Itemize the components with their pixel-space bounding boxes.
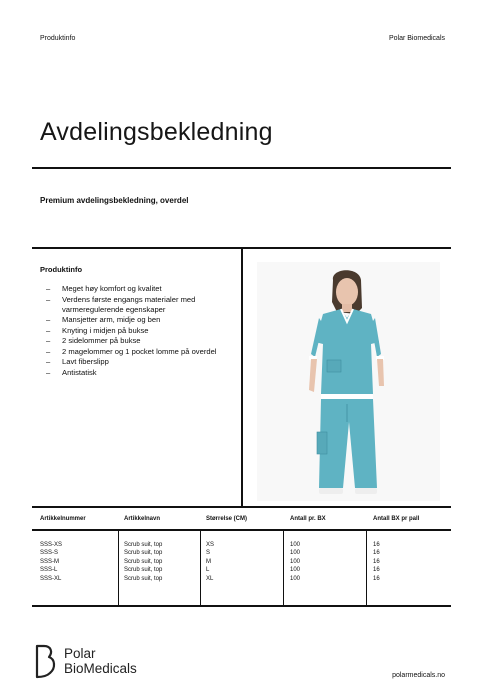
product-photo bbox=[257, 262, 440, 501]
table-cell: SSS-XS bbox=[40, 542, 63, 548]
table-cell: L bbox=[206, 567, 210, 574]
table-bottom-rule bbox=[32, 605, 451, 607]
col-header-qty-per-box: Antall pr. BX bbox=[290, 516, 326, 522]
table-cell: SSS-L bbox=[40, 567, 58, 574]
table-column-divider bbox=[118, 530, 119, 606]
col-header-boxes-per-pallet: Antall BX pr pall bbox=[373, 516, 420, 522]
header-doc-type: Produktinfo bbox=[40, 35, 76, 42]
table-cell: Scrub suit, top bbox=[124, 542, 163, 548]
footer-website[interactable]: polarmedicals.no bbox=[392, 672, 445, 679]
column-divider bbox=[241, 248, 243, 506]
table-cell: 100 bbox=[290, 550, 301, 557]
table-cell: 16 bbox=[373, 567, 380, 574]
table-column-divider bbox=[200, 530, 201, 606]
table-cell: 100 bbox=[290, 542, 301, 548]
header-company: Polar Biomedicals bbox=[388, 35, 445, 42]
table-cell: SSS-XL bbox=[40, 575, 62, 582]
feature-item: – Antistatisk bbox=[62, 368, 232, 378]
product-info-heading: Produktinfo bbox=[40, 265, 83, 274]
col-header-size: Størrelse (CM) bbox=[206, 516, 248, 522]
logo-line-1: Polar bbox=[64, 646, 96, 661]
table-cell: M bbox=[206, 558, 211, 565]
table-cell: 100 bbox=[290, 567, 301, 574]
col-header-article-number: Artikkelnummer bbox=[40, 516, 86, 522]
table-cell: Scrub suit, top bbox=[124, 567, 163, 574]
table-column-divider bbox=[283, 530, 284, 606]
table-column-article-number bbox=[40, 541, 62, 583]
table-cell: Scrub suit, top bbox=[124, 575, 163, 582]
feature-item: – Knyting i midjen på bukse bbox=[62, 326, 232, 336]
company-logo-text bbox=[64, 646, 137, 676]
feature-item: – Lavt fiberslipp bbox=[62, 357, 232, 367]
table-cell: SSS-M bbox=[40, 558, 60, 565]
table-cell: 16 bbox=[373, 558, 380, 565]
logo-line-2: BioMedicals bbox=[64, 661, 137, 676]
table-column-qty-per-box bbox=[290, 541, 300, 583]
table-column-divider bbox=[366, 530, 367, 606]
table-cell: Scrub suit, top bbox=[124, 550, 163, 557]
page-title: Avdelingsbekledning bbox=[40, 118, 273, 146]
feature-item: – Verdens første engangs materialer med varmeregulerende egenskaper bbox=[62, 295, 232, 315]
table-cell: 16 bbox=[373, 550, 380, 557]
table-cell: XS bbox=[206, 542, 215, 548]
table-cell: S bbox=[206, 550, 211, 557]
table-cell: 100 bbox=[290, 558, 301, 565]
feature-item: – Meget høy komfort og kvalitet bbox=[62, 284, 232, 294]
table-cell: SSS-S bbox=[40, 550, 59, 557]
polar-biomedicals-logo-icon bbox=[34, 644, 58, 679]
table-cell: Scrub suit, top bbox=[124, 558, 163, 565]
table-cell: 16 bbox=[373, 575, 380, 582]
table-column-boxes-per-pallet bbox=[373, 541, 380, 583]
product-subtitle: Premium avdelingsbekledning, overdel bbox=[40, 196, 189, 205]
feature-item: – 2 magelommer og 1 pocket lomme på overdel bbox=[62, 347, 232, 357]
table-cell: XL bbox=[206, 575, 214, 582]
table-column-size bbox=[206, 541, 214, 583]
col-header-article-name: Artikkelnavn bbox=[124, 516, 161, 522]
feature-item: – 2 sidelommer på bukse bbox=[62, 336, 232, 346]
table-cell: 16 bbox=[373, 542, 380, 548]
table-top-rule bbox=[32, 506, 451, 508]
table-header-rule bbox=[32, 529, 451, 531]
model-in-scrubs-illustration bbox=[257, 262, 440, 501]
table-column-article-name bbox=[124, 541, 162, 583]
table-cell: 100 bbox=[290, 575, 301, 582]
title-rule bbox=[32, 167, 451, 169]
feature-list bbox=[62, 284, 232, 378]
feature-item: – Mansjetter arm, midje og ben bbox=[62, 315, 232, 325]
